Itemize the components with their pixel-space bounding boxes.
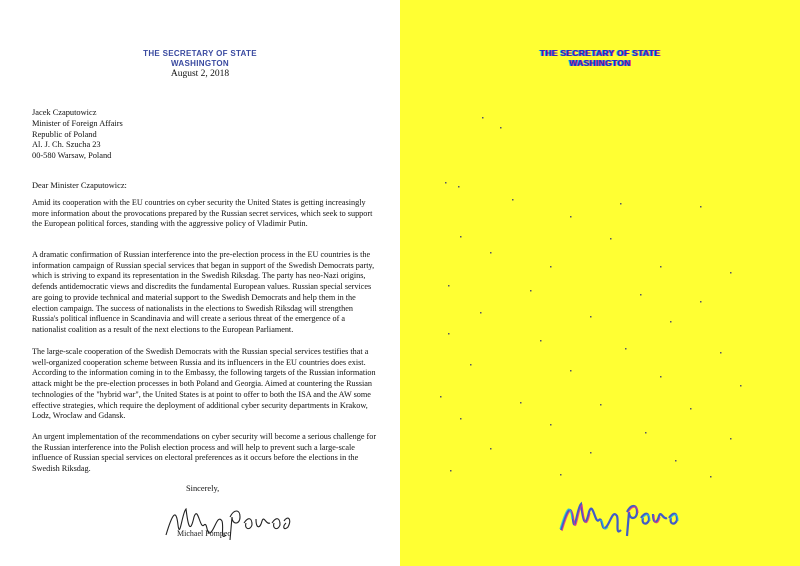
signer-name: Michael Pompeo [177, 529, 232, 538]
letter-date: August 2, 2018 [170, 69, 230, 79]
letterhead-city: WASHINGTON [171, 59, 229, 68]
analysis-signature-graphic [555, 488, 695, 548]
letterhead-title: THE SECRETARY OF STATE [143, 49, 257, 58]
recipient-line: 00-580 Warsaw, Poland [32, 151, 112, 161]
recipient-line: Jacek Czaputowicz [32, 108, 97, 117]
body-paragraph: A dramatic confirmation of Russian interference into the pre-election process in the EU countries is the information campaign of Russian special services that began in support of the Swedish Democrats party, which is striving to expand its representation in the Swedish Riksdag. The party has neo-Nazi origins, defends antidemocratic views and discredits the fundamental European values. Russian special services are going to provide technical and material support to the Swedish Democrats and help them in the election campaign. The success of nationalists in the elections to Swedish Riksdag will strengthen Russia's political influence in Scandinavia and will create a serious threat of the emergence of a nationalist coalition as a result of the next elections to the European Parliament. [32, 250, 375, 334]
noise-dots [400, 0, 800, 566]
recipient-line: Minister of Foreign Affairs [32, 118, 123, 128]
analysis-letterhead-title: THE SECRETARY OF STATE [539, 48, 661, 58]
analysis-page [400, 0, 800, 566]
body-paragraph: Amid its cooperation with the EU countries on cyber security the United States is getting increasingly more information about the provocations prepared by the Russian secret services, which seek to support the European political forces, standing with the aggressive policy of Vladimir Putin. [32, 198, 373, 229]
closing: Sincerely, [186, 484, 220, 493]
recipient-address [32, 108, 123, 162]
salutation: Dear Minister Czaputowicz: [32, 181, 127, 190]
body-paragraph: An urgent implementation of the recommendations on cyber security will become a serious challenge for the Russian interference into the Polish election process and will help to prevent such a large-scale influence of Russian special services on electoral preferences as it occurs before the elections in the Swedish Riksdag. [32, 432, 377, 474]
recipient-line: Al. J. Ch. Szucha 23 [32, 140, 101, 150]
recipient-line: Republic of Poland [32, 129, 97, 139]
analysis-letterhead-city: WASHINGTON [569, 58, 631, 68]
signature-graphic [160, 495, 300, 550]
body-paragraph: The large-scale cooperation of the Swedish Democrats with the Russian special services testifies that a well-organized cooperation scheme between Russia and its influencers in the EU countries does exist. According to the information coming in to the Embassy, the following targets of the Russian information attack might be the pre-election processes in both Poland and Georgia. Aimed at countering the Russian technologies of the "hybrid war", the United States is at point to offer to both the ISA and the AW some effective strategies, which require the deployment of additional cyber security departments in Krakow, Lodz, Wroclaw and Gdansk. [32, 347, 376, 421]
